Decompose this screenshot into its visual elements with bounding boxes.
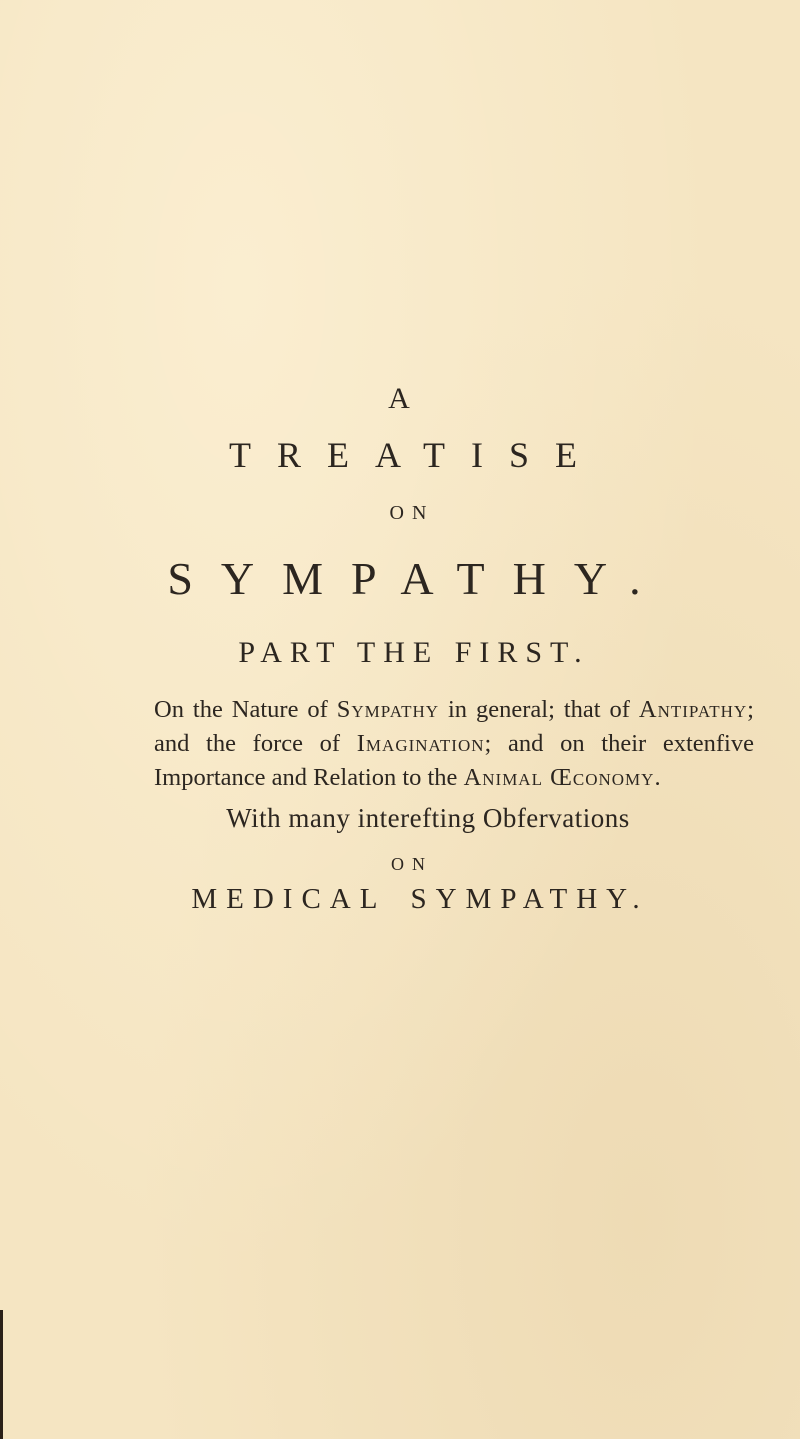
part-heading: PART THE FIRST. <box>238 636 590 669</box>
title-treatise: TREATISE <box>229 435 603 475</box>
title-sympathy: SYMPATHY. <box>167 553 669 604</box>
subject-description <box>154 693 754 795</box>
medical-sympathy-word: SYMPATHY. <box>410 883 649 915</box>
description-text-1: On the Nature of <box>154 696 337 723</box>
title-article: A <box>388 382 412 415</box>
observations-line: With many interefting Obfervations <box>226 803 630 833</box>
description-sympathy: Sympathy <box>336 696 440 723</box>
description-text-5: . <box>654 764 661 791</box>
description-antipathy: Antipathy <box>638 696 748 723</box>
observations-on: ON <box>391 854 433 874</box>
description-imagination: Imagination <box>356 730 485 757</box>
medical-word: MEDICAL <box>191 883 387 915</box>
description-animal-oeconomy: Animal Œconomy <box>463 764 655 791</box>
medical-sympathy-heading <box>20 883 800 916</box>
description-text-4: ; and on their extenfive Importance and Relation to the <box>154 730 754 791</box>
description-text-2: in general; that of <box>439 696 639 723</box>
description-text-3: ; and the force of <box>154 696 754 757</box>
binding-edge-mark <box>0 1310 3 1439</box>
title-on: ON <box>389 502 435 524</box>
